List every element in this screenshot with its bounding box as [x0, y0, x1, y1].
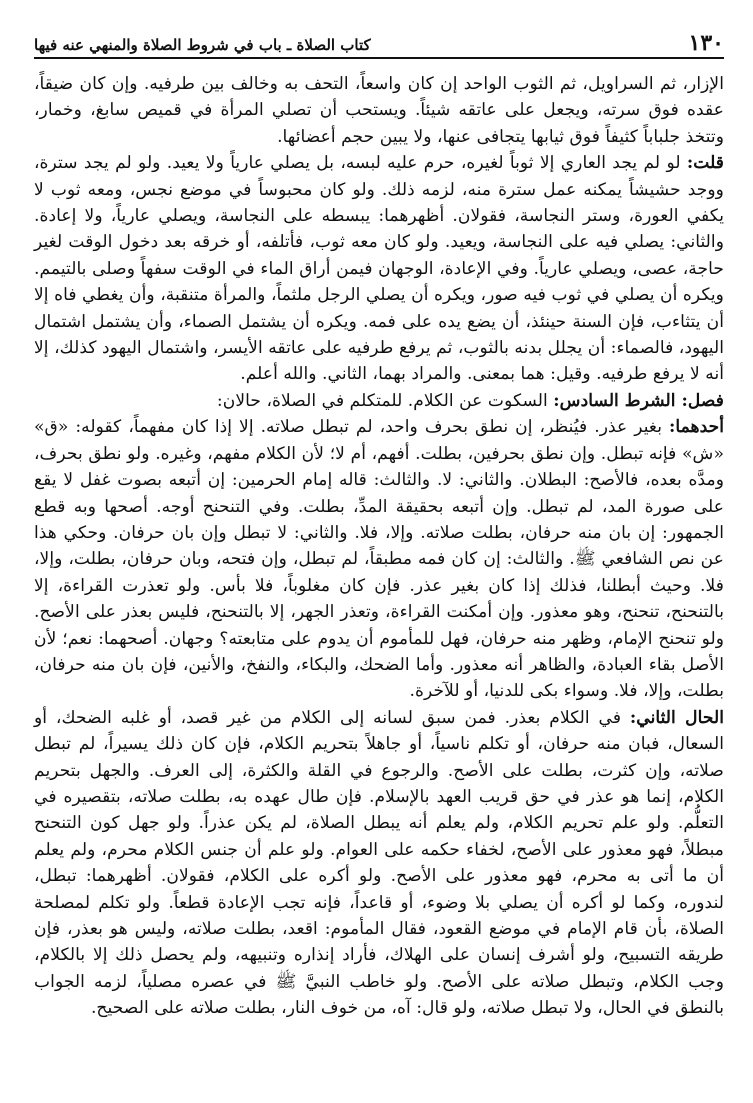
paragraph-lead: أحدهما: [668, 417, 724, 438]
paragraph-text: السكوت عن الكلام. للمتكلم في الصلاة، حالان: [216, 390, 554, 411]
book-page [34, 30, 724, 1090]
paragraph [34, 388, 724, 414]
page-body [34, 71, 724, 1022]
paragraph [34, 150, 724, 388]
paragraph [34, 705, 724, 1022]
paragraph-text: في الكلام بعذر. فمن سبق لسانه إلى الكلام من غير قصد، أو غلبه الضحك، أو السعال، فبان منه حرفان، أو تكلم ناسياً، أو جاهلاً بتحريم الكلام، فإن كان ذلك يسيراً، لم تبطل صلاته، وإن كثرت، بطلت على الأصح. والرجوع في القلة والكثرة، إلى العرف. والجهل بتحريم الكلام، إنما هو عذر في حق قريب العهد بالإسلام. فإن طال عهده به، بطلت صلاته، بتقصيره في التعلُّم. ولو علم تحريم الكلام، ولم يعلم أنه يبطل الصلاة، لم يكن عذراً. ولو جهل كون التنحنح مبطلاً، فهو معذور على الأصح، لخفاء حكمه على العوام. ولو علم أن جنس الكلام محرم، ولم يعلم أن ما أتى به محرم، فهو معذور على الأصح. ولو أكره على الكلام، فقولان. أظهرهما: تبطل، لندوره، وكما لو أكره أن يصلي بلا وضوء، أو قاعداً، فإنه تجب الإعادة قطعاً. ولو تكلم لمصلحة الصلاة، بأن قام الإمام في موضع القعود، فقال المأموم: اقعد، بطلت صلاته، وليس هو بعذر، فإن طريقه التسبيح، ولو أشرف إنسان على الهلاك، فأراد إنذاره وتنبيهه، ولم يحصل ذلك إلا بالكلام، وجب الكلام، وتبطل صلاته على الأصح. ولو خاطب النبيَّ ﷺ في عصره مصلياً، لزمه الجواب بالنطق في الحال، ولا تبطل صلاته، ولو قال: آه، من خوف النار، بطلت صلاته على الصحيح. [34, 707, 724, 1019]
page-number: ١٣٠ [688, 30, 724, 56]
paragraph [34, 71, 724, 150]
paragraph-text: لو لم يجد العاري إلا ثوباً لغيره، حرم عليه لبسه، بل يصلي عارياً ولا يعيد. ولو لم يجد سترة، ووجد حشيشاً يمكنه عمل سترة منه، لزمه ذلك. ولو كان محبوساً في موضع نجس، ومعه ثوب لا يكفي العورة، وستر النجاسة، فقولان. أظهرهما: يبسطه على النجاسة، ويصلي عارياً، ولا إعادة. والثاني: يصلي فيه على النجاسة، ويعيد. ولو كان معه ثوب، فأتلفه، أو خرقه بعد دخول الوقت لغير حاجة، عصى، ويصلي عارياً. وفي الإعادة، الوجهان فيمن أراق الماء في الوقت سفهاً وصلى بالتيمم. ويكره أن يصلي في ثوب فيه صور، ويكره أن يصلي الرجل ملثماً، والمرأة متنقبة، وأن يغطي فاه إلا أن يتثاءب، فإن السنة حينئذ، أن يضع يده على فمه. ويكره أن يشتمل الصماء، وأن يشتمل اشتمال اليهود، فالصماء: أن يجلل بدنه بالثوب، ثم يرفع طرفيه على عاتقه الأيسر، واشتمال اليهود كذلك، إلا أنه لا يرفع طرفيه. وقيل: هما بمعنى. والمراد بهما، الثاني. والله أعلم. [34, 153, 724, 385]
paragraph-lead: الحال الثاني: [629, 707, 724, 728]
page-header [34, 30, 724, 59]
section-heading: فصل: الشرط السادس: [553, 390, 724, 411]
paragraph-text: بغير عذر. فيُنظر، إن نطق بحرف واحد، لم تبطل صلاته. إلا إذا كان مفهماً، كقوله: «ق» «ش» فإنه تبطل. وإن نطق بحرفين، بطلت. أفهم، أم لا؛ لأن الكلام مفهم، وغيره. ولو نطق بحرف، ومدَّه بعده، فالأصح: البطلان. والثاني: لا. والثالث: قاله إمام الحرمين: إن أتبعه بصوت غفل لا يقع على صورة المد، لم تبطل. وإن أتبعه بحقيقة المدِّ، بطلت. وفي التنحنح أوجه. أصحها وبه قطع الجمهور: إن بان منه حرفان، بطلت صلاته. وإلا، فلا. والثاني: لا تبطل وإن بان حرفان. وحكي هذا عن نص الشافعي ﷺ. والثالث: إن كان فمه مطبقاً، لم تبطل، وإن فتحه، وبان حرفان، بطلت، وإلا، فلا. وحيث أبطلنا، فذلك إذا كان بغير عذر. فإن كان مغلوباً، فلا بأس. ولو تعذرت القراءة، إلا بالتنحنح، تنحنح، وهو معذور. وإن أمكنت القراءة، وتعذر الجهر، إلا بالتنحنح، فليس بعذر على الأصح. ولو تنحنح الإمام، وظهر منه حرفان، فهل للمأموم أن يدوم على متابعته؟ وجهان. أصحهما: نعم؛ لأن الأصل بقاء العبادة، والظاهر أنه معذور. وأما الضحك، والبكاء، والنفخ، والأنين، فإن بان منه حرفان، بطلت، وإلا، فلا. وسواء بكى للدنيا، أو للآخرة. [34, 417, 724, 702]
running-title: كتاب الصلاة ـ باب في شروط الصلاة والمنهي عنه فيها [34, 36, 371, 54]
paragraph-text: الإزار، ثم السراويل، ثم الثوب الواحد إن كان واسعاً، التحف به وخالف بين طرفيه. وإن كان ضيقاً، عقده فوق سرته، ويجعل على عاتقه شيئاً. ويستحب أن تصلي المرأة في قميص سابغ، وخمار، وتتخذ جلباباً كثيفاً فوق ثيابها يتجافى عنها، ولا يبين حجم أعضائها. [34, 74, 724, 147]
paragraph [34, 414, 724, 704]
paragraph-lead: قلت: [686, 153, 724, 174]
